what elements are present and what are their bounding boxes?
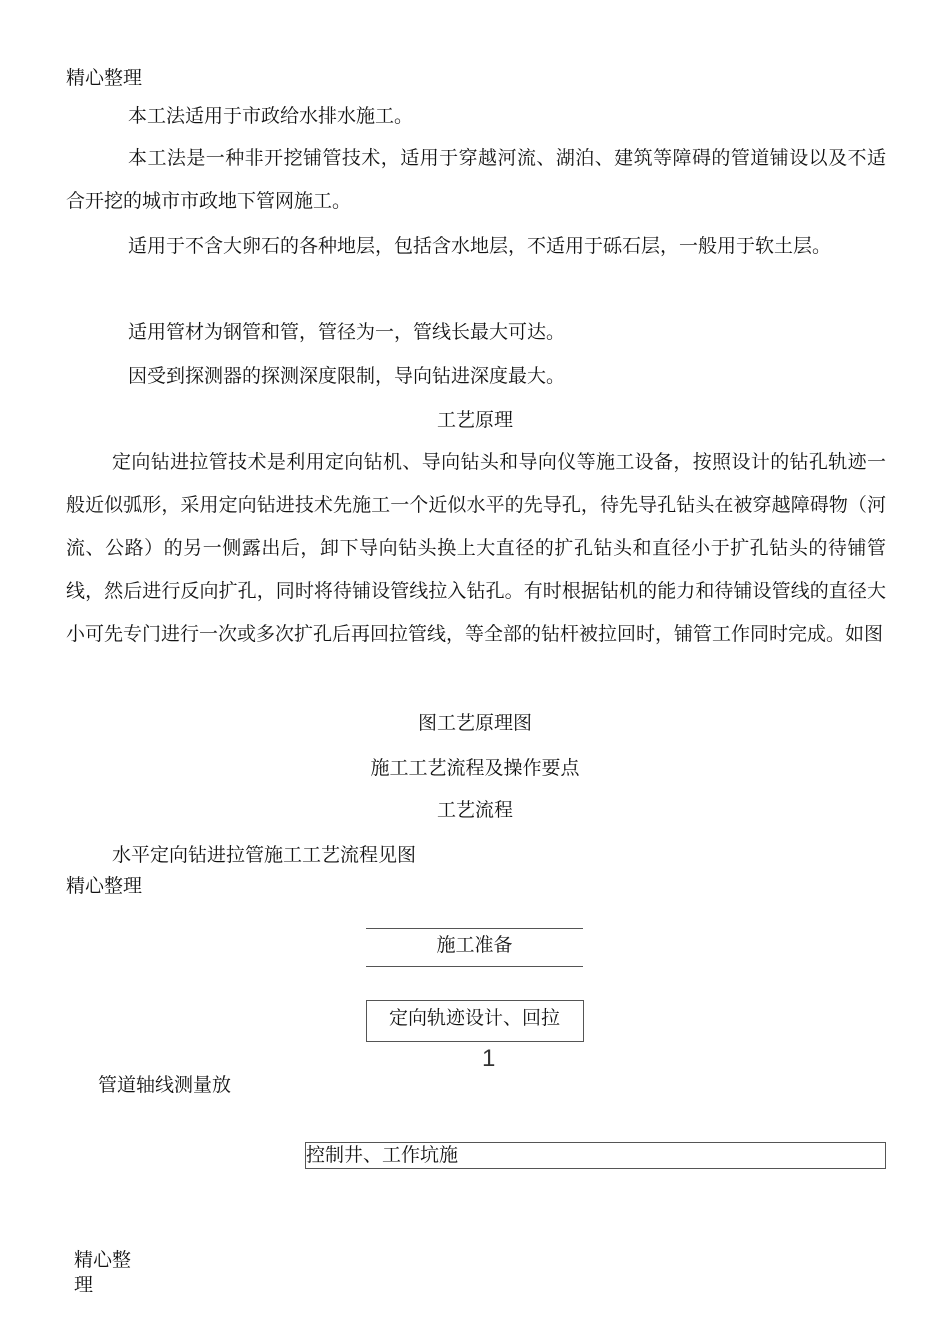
heading-principle: 工艺原理 <box>436 409 513 431</box>
flow-step-axis-survey: 管道轴线测量放 <box>98 1074 232 1096</box>
heading-process-and-key-points: 施工工艺流程及操作要点 <box>370 757 580 779</box>
page-footer-line2: 理 <box>74 1274 94 1296</box>
paragraph-flow-reference: 水平定向钻进拉管施工工艺流程见图 <box>112 844 417 866</box>
flow-step-trajectory-design-label: 定向轨迹设计、回拉 <box>389 1007 561 1029</box>
page-footer-line1: 精心整 <box>74 1249 132 1271</box>
flow-step-preparation-label: 施工准备 <box>436 934 513 956</box>
page-number: 1 <box>482 1045 496 1072</box>
paragraph-scope: 本工法适用于市政给水排水施工。 <box>128 105 414 127</box>
page-header-2: 精心整理 <box>66 875 143 897</box>
figure-caption: 图工艺原理图 <box>417 712 532 734</box>
flow-step-control-well-label: 控制井、工作坑施 <box>306 1144 459 1166</box>
paragraph-depth-limit: 因受到探测器的探测深度限制，导向钻进深度最大。 <box>128 365 566 387</box>
paragraph-pipe-material: 适用管材为钢管和管，管径为一，管线长最大可达。 <box>128 321 566 343</box>
flow-step-preparation <box>366 928 583 967</box>
page-header: 精心整理 <box>66 67 143 89</box>
paragraph-method: 本工法是一种非开挖铺管技术，适用于穿越河流、湖泊、建筑等障碍的管道铺设以及不适合开挖的城市市政地下管网施工。 <box>66 147 886 212</box>
heading-process-flow: 工艺流程 <box>436 799 513 821</box>
flow-step-trajectory-design <box>366 1000 584 1042</box>
paragraph-principle: 定向钻进拉管技术是利用定向钻机、导向钻头和导向仪等施工设备，按照设计的钻孔轨迹一般近似弧形，采用定向钻进技术先施工一个近似水平的先导孔，待先导孔钻头在被穿越障碍物（河流、公路）的另一侧露出后，卸下导向钻头换上大直径的扩孔钻头和直径小于扩孔钻头的待铺管线，然后进行反向扩孔，同时将待铺设管线拉入钻孔。有时根据钻机的能力和待铺设管线的直径大小可先专门进行一次或多次扩孔后再回拉管线，等全部的钻杆被拉回时，铺管工作同时完成。如图 <box>66 451 886 645</box>
paragraph-strata: 适用于不含大卵石的各种地层，包括含水地层，不适用于砾石层，一般用于软土层。 <box>128 235 832 257</box>
flow-step-control-well <box>305 1142 886 1169</box>
